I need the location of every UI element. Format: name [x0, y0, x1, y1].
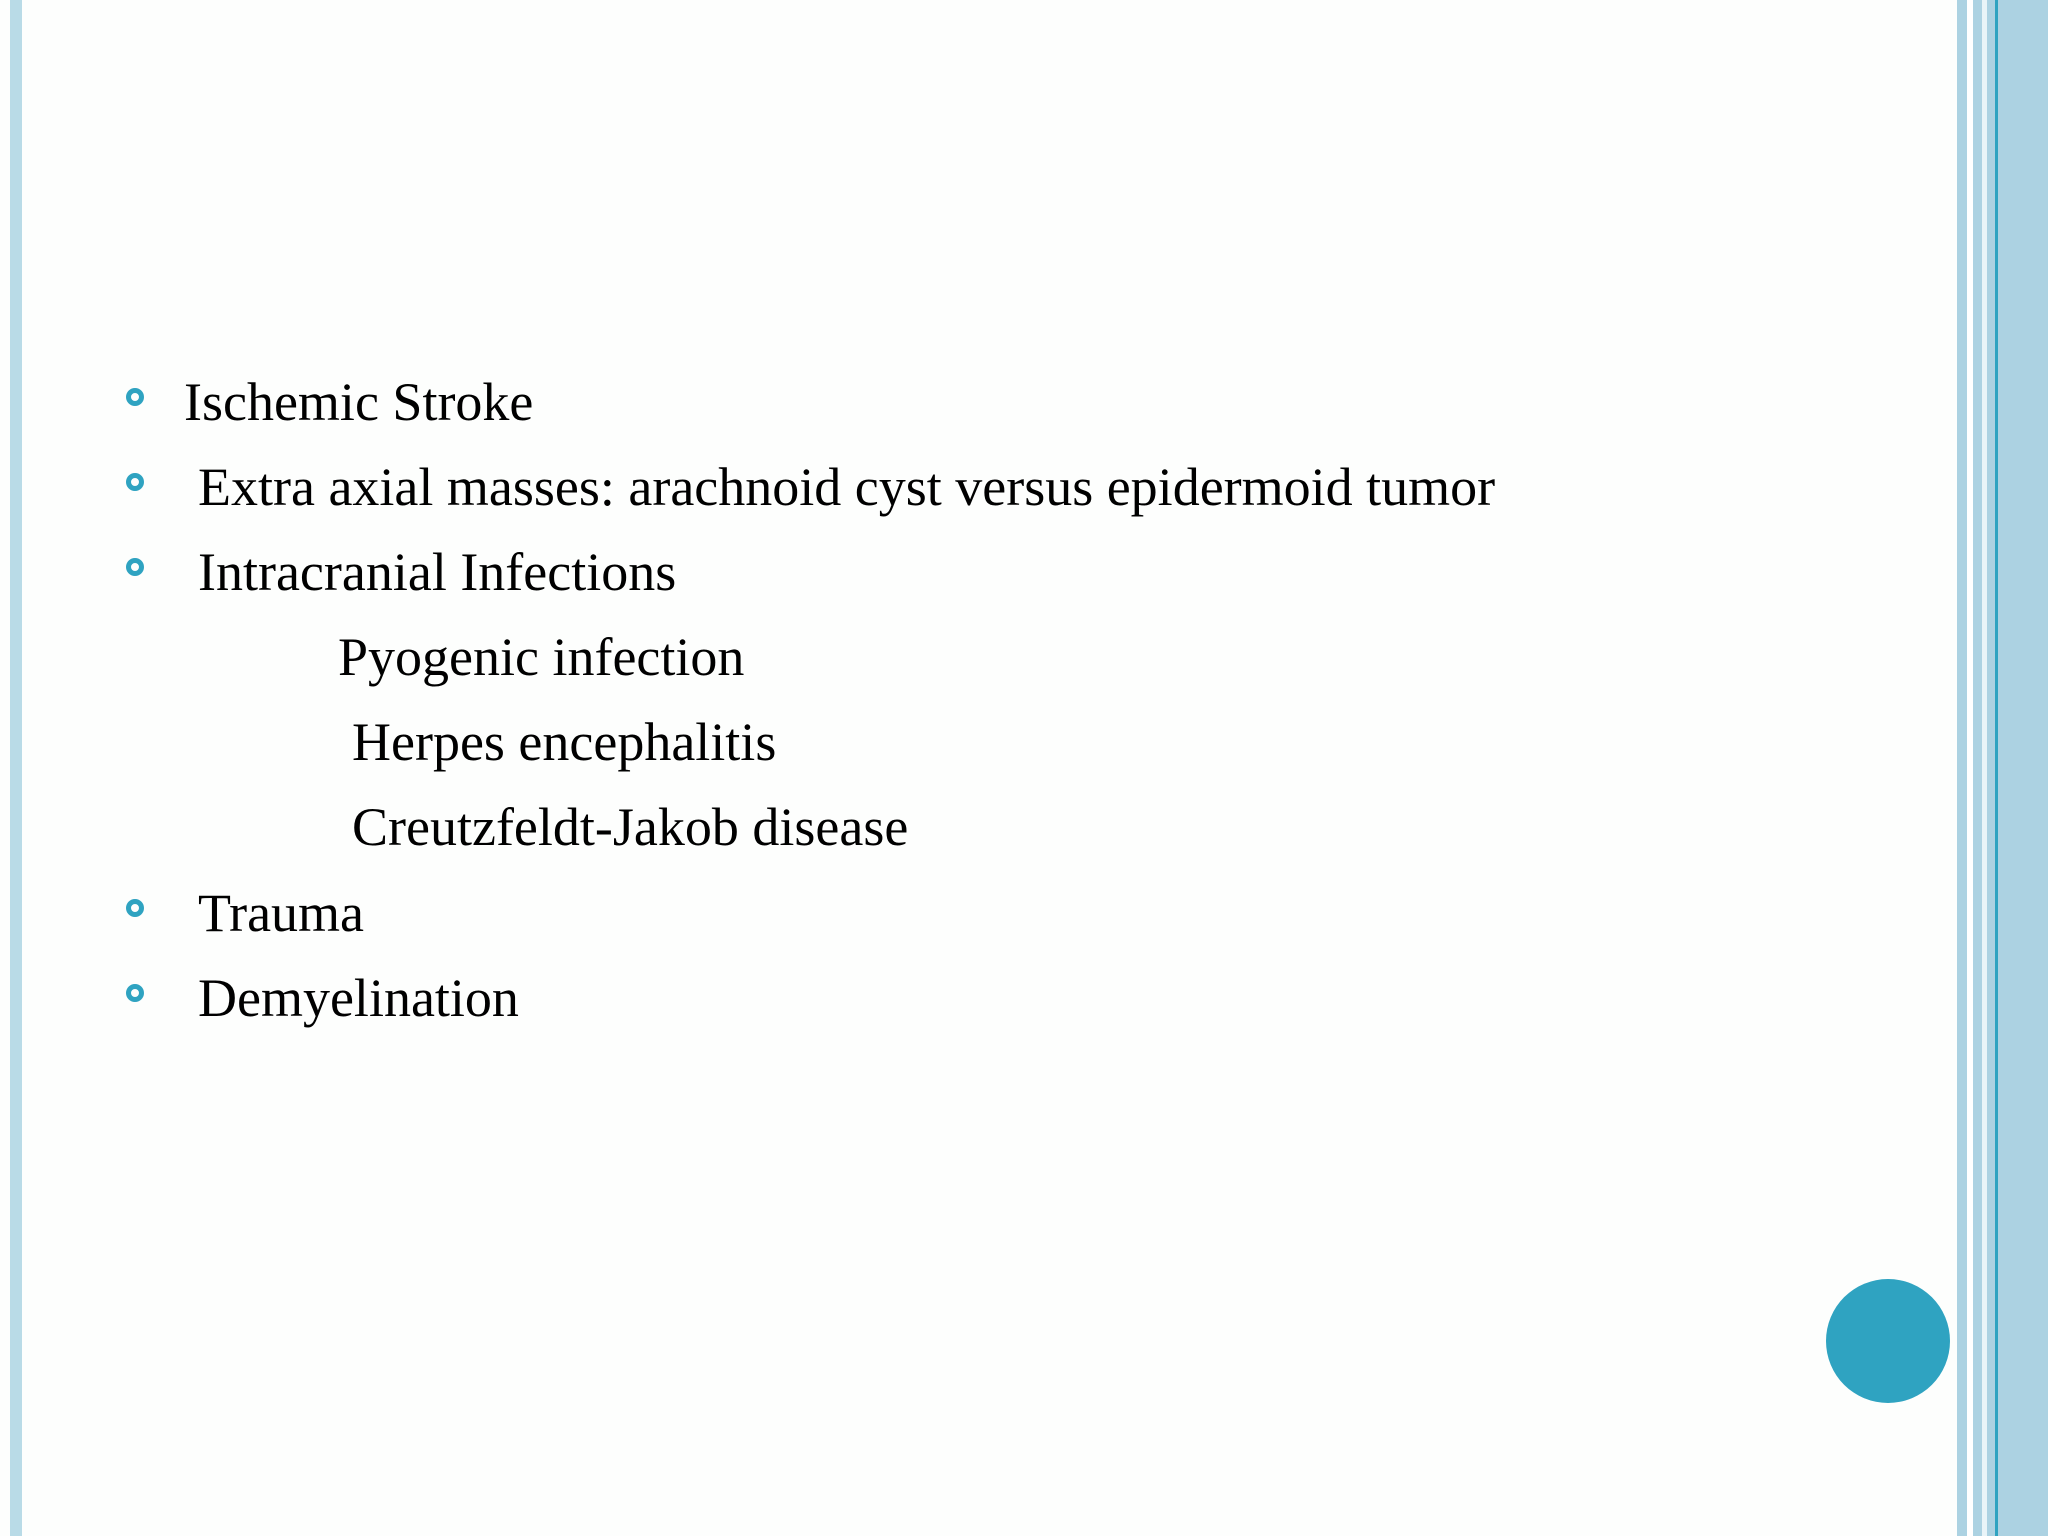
- list-item-text: Trauma: [198, 883, 365, 943]
- border-stripe: [1987, 0, 1995, 1536]
- list-item-text: Intracranial Infections: [198, 542, 677, 602]
- sub-list-item-text: Herpes encephalitis: [352, 712, 777, 772]
- decorative-circle: [1826, 1279, 1950, 1403]
- circle-bullet-icon: [126, 899, 144, 917]
- border-stripe: [1957, 0, 1967, 1536]
- circle-bullet-icon: [126, 388, 144, 406]
- circle-bullet-icon: [126, 558, 144, 576]
- list-item-text: Ischemic Stroke: [184, 372, 534, 432]
- circle-bullet-icon: [126, 984, 144, 1002]
- sub-list-item-text: Creutzfeldt-Jakob disease: [352, 797, 909, 857]
- list-item-text: Demyelination: [198, 968, 519, 1028]
- sub-list-item-text: Pyogenic infection: [338, 627, 745, 687]
- right-border-stripes: [1957, 0, 2048, 1536]
- border-stripe: [1998, 0, 2048, 1536]
- circle-bullet-icon: [126, 473, 144, 491]
- list-item-text: Extra axial masses: arachnoid cyst versus epidermoid tumor: [198, 457, 1496, 517]
- border-stripe: [1973, 0, 1982, 1536]
